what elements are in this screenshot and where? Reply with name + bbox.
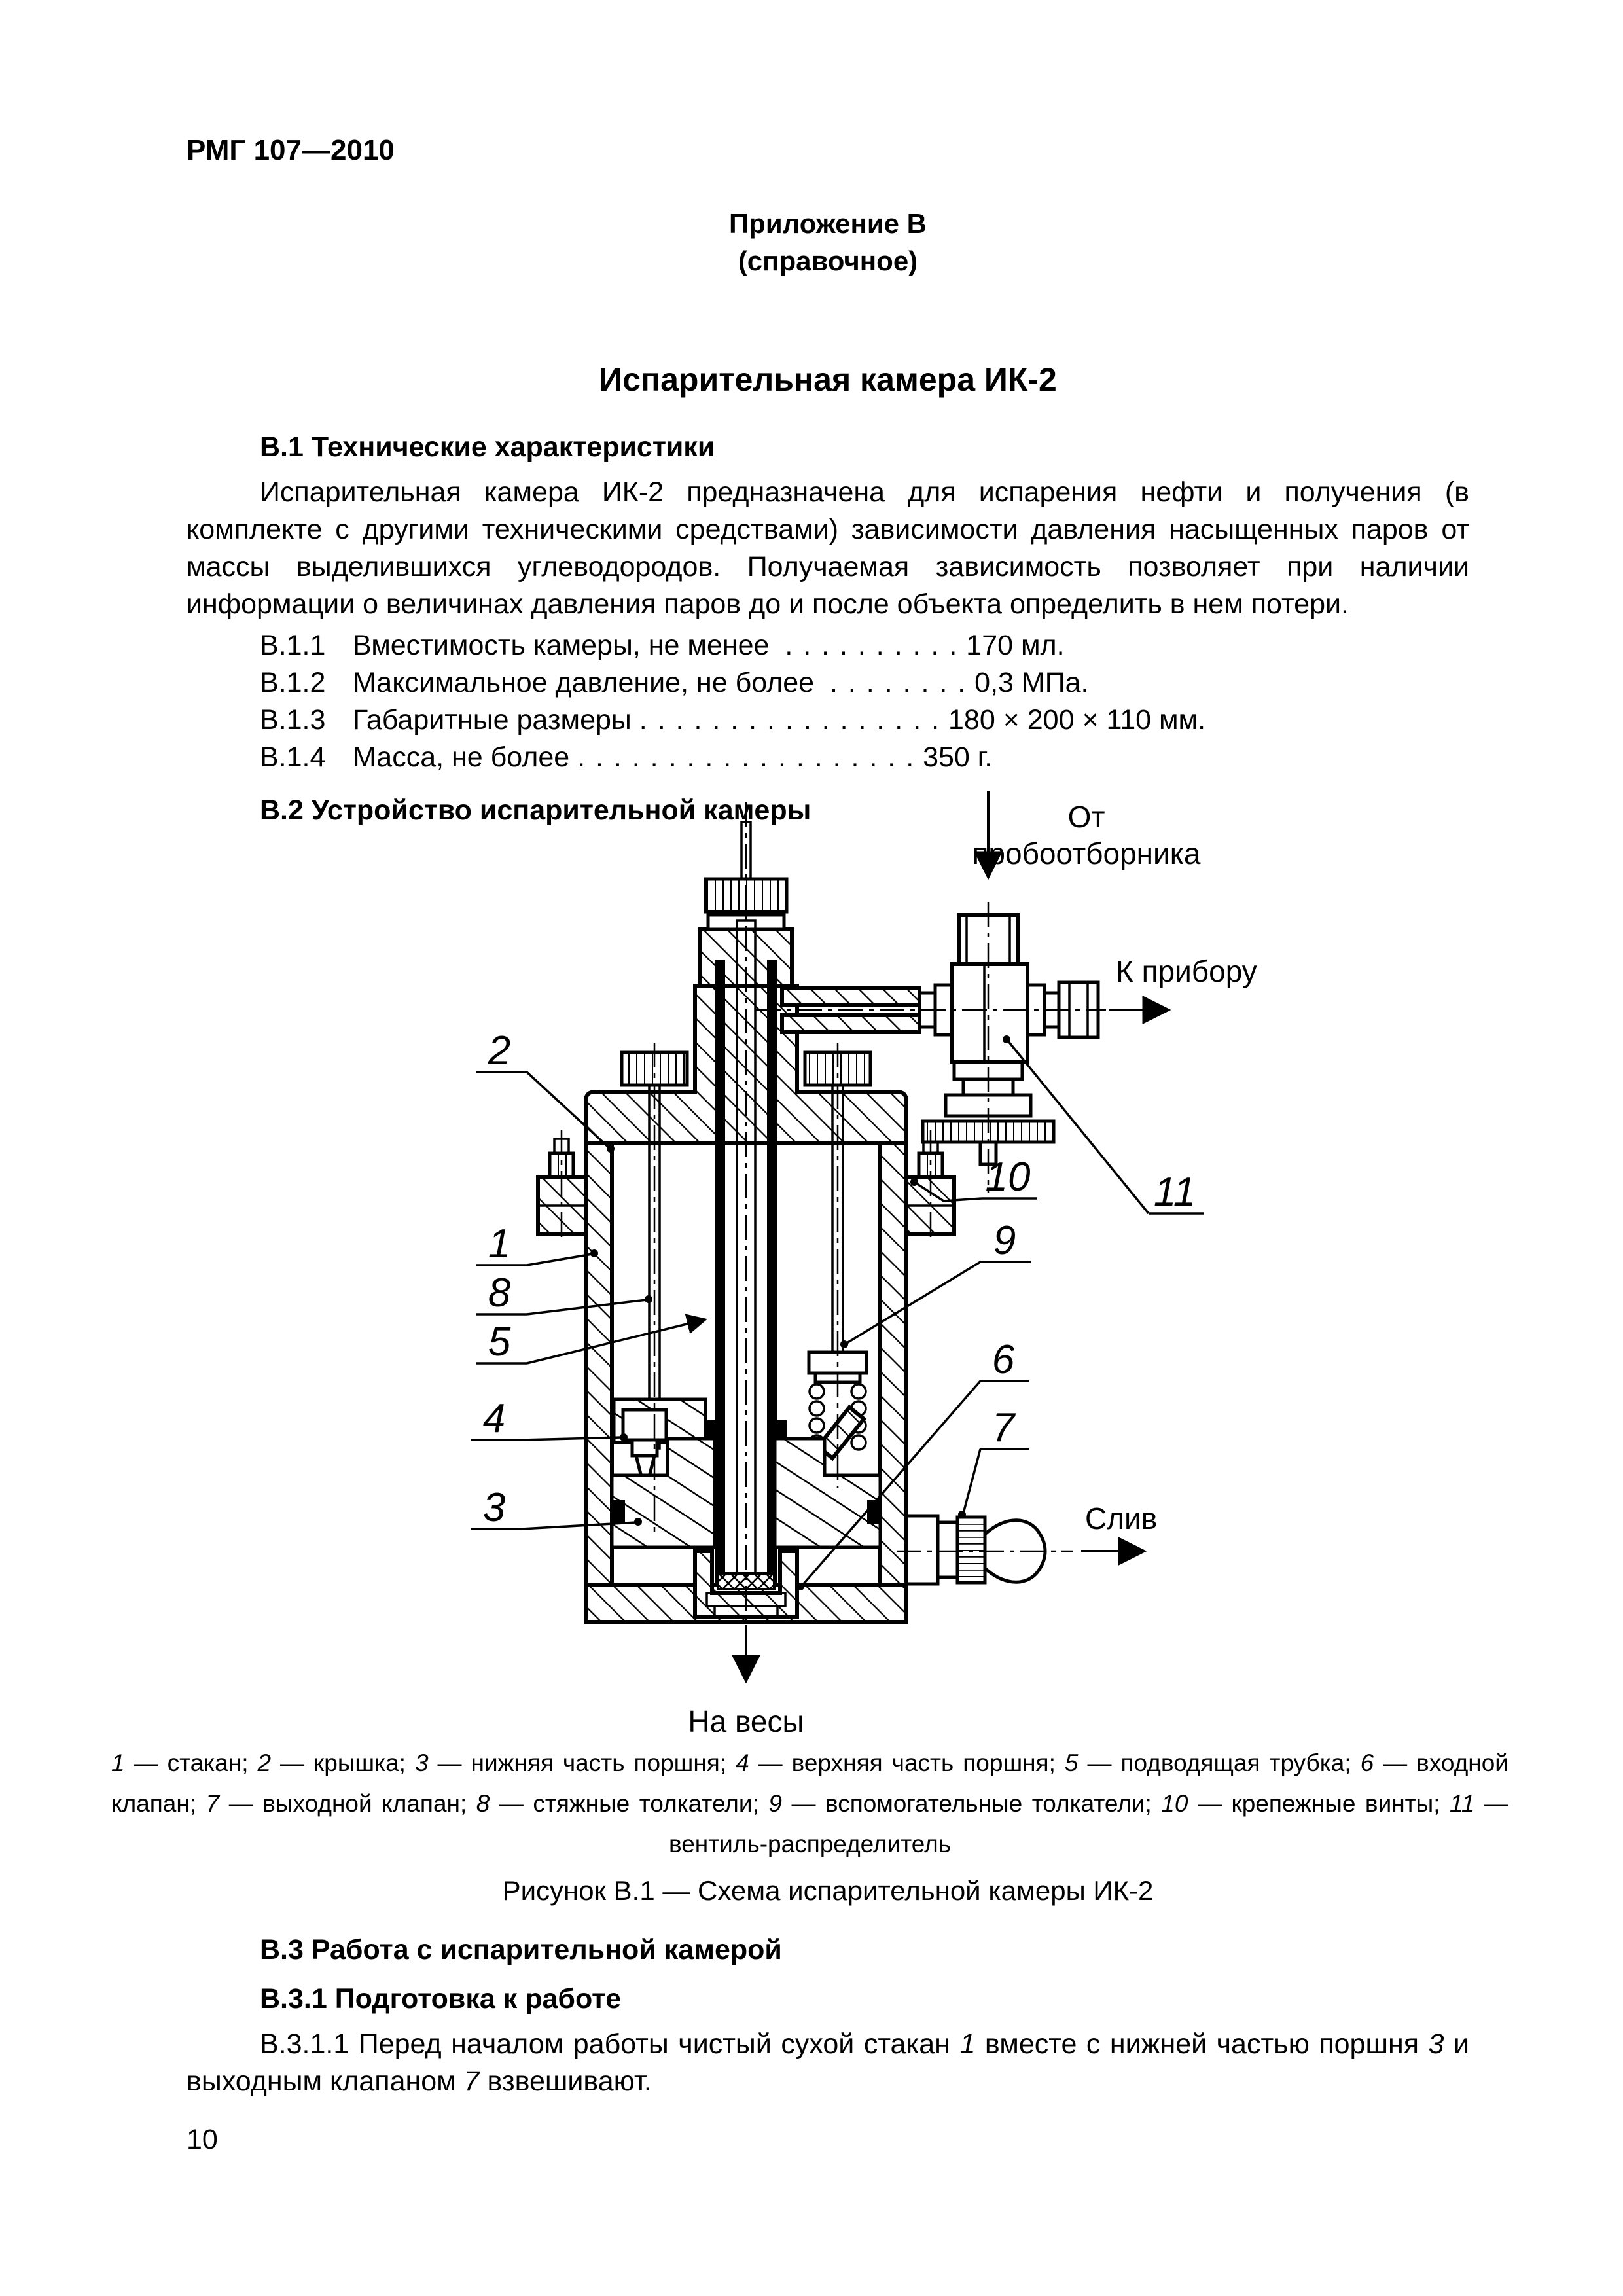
page-number: 10 bbox=[187, 2124, 218, 2155]
legend-item-number: 6 bbox=[1360, 1749, 1374, 1776]
section-b1-heading: В.1 Технические характеристики bbox=[260, 431, 715, 463]
legend-item-number: 7 bbox=[205, 1790, 220, 1817]
spec-leader-dots: . . . . . . . . bbox=[830, 667, 967, 698]
figure-legend: 1 — стакан; 2 — крышка; 3 — нижняя часть поршня; 4 — верхняя часть поршня; 5 — подводящая трубка; 6 — входной клапан; 7 — выходной клапан; 8 — стяжные толкатели; 9 — вспомогательные толкатели; 10 — крепежные винты; 11 — вентиль-распределитель bbox=[111, 1749, 1508, 1857]
legend-item-number: 4 bbox=[736, 1749, 749, 1776]
svg-text:6: 6 bbox=[991, 1337, 1015, 1382]
spec-code: В.1.2 bbox=[260, 667, 326, 698]
svg-text:10: 10 bbox=[985, 1155, 1031, 1200]
spec-label: Габаритные размеры bbox=[353, 704, 632, 736]
spec-row bbox=[260, 664, 1469, 702]
appendix-label: Приложение В bbox=[728, 208, 927, 239]
evaporation-chamber-diagram bbox=[393, 764, 1374, 1740]
legend-item-number: 11 bbox=[1450, 1790, 1475, 1817]
svg-text:2: 2 bbox=[488, 1028, 511, 1073]
paragraph-text: В.3.1.1 Перед началом работы чистый сухой стакан bbox=[260, 2028, 960, 2060]
to-scales-label: На весы bbox=[688, 1704, 804, 1738]
section-b311-paragraph bbox=[187, 2026, 1469, 2100]
legend-item-number: 5 bbox=[1064, 1749, 1079, 1776]
legend-item-number: 8 bbox=[476, 1790, 490, 1817]
spec-value: 0,3 МПа. bbox=[974, 667, 1089, 698]
appendix-heading bbox=[187, 205, 1469, 279]
section-b1-paragraph: Испарительная камера ИК-2 предназначена для испарения нефти и получения (в комплекте с другими техническими средствами) зависимости давления насыщенных паров от массы выделившихся углеводородов. Получаемая зависимость позволяет при наличии информации о величинах давления паров до и после объекта определить в нем потери. bbox=[187, 476, 1469, 620]
spec-code: В.1.3 bbox=[260, 704, 326, 736]
legend-item-number: 9 bbox=[768, 1790, 782, 1817]
to-device-label: К прибору bbox=[1116, 954, 1257, 988]
figure-caption: Рисунок В.1 — Схема испарительной камеры ИК-2 bbox=[502, 1875, 1154, 1906]
spec-code: В.1.4 bbox=[260, 742, 326, 773]
running-header: РМГ 107—2010 bbox=[187, 134, 395, 166]
svg-text:7: 7 bbox=[991, 1405, 1015, 1450]
spec-code: В.1.1 bbox=[260, 630, 326, 661]
svg-text:8: 8 bbox=[488, 1270, 511, 1316]
legend-item-number: 1 bbox=[111, 1749, 125, 1776]
svg-text:4: 4 bbox=[482, 1396, 506, 1441]
section-b31-heading: В.3.1 Подготовка к работе bbox=[260, 1983, 622, 2015]
callout-8 bbox=[476, 1270, 652, 1316]
callout-7 bbox=[958, 1405, 1029, 1518]
spec-value: 350 г. bbox=[923, 742, 993, 773]
part-ref-3: 3 bbox=[1428, 2028, 1444, 2060]
drain-label: Слив bbox=[1085, 1501, 1158, 1535]
callout-9 bbox=[840, 1218, 1031, 1348]
spec-label: Максимальное давление, не более bbox=[353, 667, 815, 698]
section-b3-heading: В.3 Работа с испарительной камерой bbox=[260, 1934, 782, 1965]
drain-valve bbox=[906, 1516, 1045, 1584]
spec-list bbox=[260, 627, 1469, 776]
page-title: Испарительная камера ИК-2 bbox=[599, 361, 1057, 398]
spec-label: Вместимость камеры, не менее bbox=[353, 630, 770, 661]
spec-leader-dots: . . . . . . . . . . . . . . . . . bbox=[639, 704, 941, 736]
legend-item-number: 3 bbox=[414, 1749, 429, 1776]
spec-leader-dots: . . . . . . . . . . . . . . . . . . . bbox=[577, 742, 916, 773]
paragraph-text: и выходным клапаном bbox=[187, 2028, 1470, 2097]
from-sampler-label-line2: пробоотборника bbox=[972, 836, 1201, 870]
svg-text:11: 11 bbox=[1153, 1170, 1196, 1215]
section-b2-heading: В.2 Устройство испарительной камеры bbox=[260, 795, 812, 826]
svg-text:3: 3 bbox=[482, 1485, 506, 1530]
part-ref-1: 1 bbox=[959, 2028, 976, 2060]
spec-row bbox=[260, 627, 1469, 664]
spec-row bbox=[260, 702, 1469, 739]
svg-text:9: 9 bbox=[993, 1218, 1016, 1263]
paragraph-text: вместе с нижней частью поршня bbox=[975, 2028, 1429, 2060]
spec-label: Масса, не более bbox=[353, 742, 570, 773]
part-ref-7: 7 bbox=[463, 2066, 480, 2097]
legend-item-number: 10 bbox=[1161, 1790, 1188, 1817]
appendix-type: (справочное) bbox=[738, 245, 918, 276]
spec-value: 170 мл. bbox=[966, 630, 1065, 661]
from-sampler-label-line1: От bbox=[1067, 800, 1105, 834]
paragraph-text: взвешивают. bbox=[479, 2066, 652, 2097]
svg-text:1: 1 bbox=[488, 1221, 511, 1266]
legend-item-number: 2 bbox=[257, 1749, 272, 1776]
svg-text:5: 5 bbox=[488, 1319, 511, 1365]
spec-leader-dots: . . . . . . . . . . bbox=[785, 630, 959, 661]
figure-b1 bbox=[393, 764, 1469, 1743]
spec-value: 180 × 200 × 110 мм. bbox=[948, 704, 1206, 736]
valve-distributor bbox=[923, 915, 1098, 1164]
